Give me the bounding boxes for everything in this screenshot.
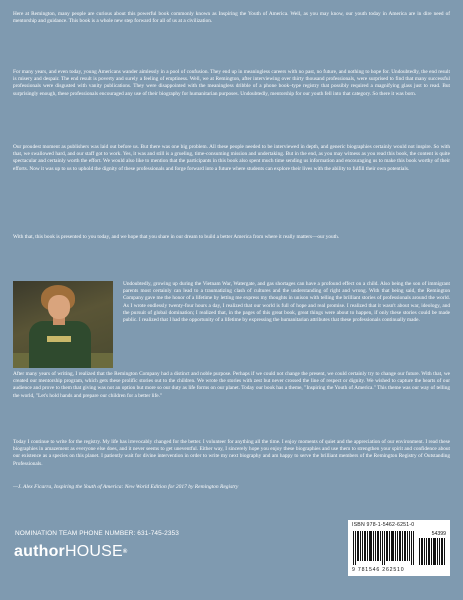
intro-paragraph: Here at Remington, many people are curious about this powerful book commonly known as Inspiring the Youth of America. Well, as you may know, our youth today in America are in dire need of mentorship and guidance. This book is a whole new step forward for all of us at a civilization. <box>13 11 450 25</box>
logo-light-text: HOUSE <box>64 543 123 560</box>
author-credit: —J. Alex Ficarra, Inspiring the Youth of America: New World Edition for 2017 by Remington Registry <box>13 484 239 490</box>
price-barcode <box>419 538 445 565</box>
body-paragraph-6: After many years of writing, I realized that the Remington Company had a distinct and noble purpose. Perhaps if we could not change the present, we could certainly try to change our future. With that, we created our mentorship program, which gets these prolific stories out to the children. We wrote the stories with zest but never crossed the line of respect or dignity. We wished to capture the hearts of our audience and prove to them that giving was not an option but more so our duty as life forms on our planet. Today our book has a theme, "Inspiring the Youth of America." This theme was our way of telling the world, "Let's hold hands and prepare our children for a better life." <box>13 371 450 399</box>
isbn-text: ISBN 978-1-5462-6251-0 <box>352 522 415 528</box>
registered-mark: ® <box>122 549 128 555</box>
author-photo <box>13 281 113 368</box>
body-paragraph-2: For many years, and even today, young Americans wander aimlessly in a pool of confusion. They end up in meaningless careers with no past, no future, and nothing to hope for. Undoubtedly, the end result is misery and despair. The end result is poverty and surely a feeling of emptiness. Well, we at Remington, after interviewing over thirty thousand professionals, were surprised to find that many successful professionals were disgusted with vanity publications. They were disappointed with the meaningless dribble of a phone book–type registry that possibly required a magnifying glass just to read. But surprisingly enough, these professionals encouraged any use of their biography for humanitarian purposes. Undoubtedly, mentorship for our youth fell into that category. So there it was born. <box>13 69 450 97</box>
logo-bold-text: author <box>14 543 65 560</box>
nomination-phone: NOMINATION TEAM PHONE NUMBER: 631-745-2353 <box>15 530 179 537</box>
authorhouse-logo <box>14 543 128 561</box>
body-paragraph-4: With that, this book is presented to you today, and we hope that you share in our dream to build a better America from where it really matters—our youth. <box>13 234 340 240</box>
body-paragraph-7: Today I continue to write for the registry. My life has irrevocably changed for the better. I volunteer for anything all the time. I enjoy moments of quiet and the appreciation of our environment. I read these biographies in amazement as everyone else does, and it never seems to get uneventful. Either way, I sincerely hope you enjoy these biographies and use them to strengthen your spirit and confidence about our existence as a species on this planet. I patiently wait for divine intervention in order to write my next biography and am happy to serve the brilliant members of the Remington Registry of Outstanding Professionals. <box>13 439 450 467</box>
barcode-box <box>348 520 450 576</box>
isbn-barcode <box>353 531 415 565</box>
body-paragraph-3: Our proudest moment as publishers was laid out before us. But there was one big problem. All these people needed to be interviewed in depth, and generic biographies certainly would not inspire. So with that, we swallowed hard, and our staff got to work. Yes, it was and still is a grueling, time-consuming mission and undertaking. But in the end, as you may witness as you read this book, the content is quite spectacular and certainly worth the effort. We would also like to mention that the participants in this book also spent much time sending us information and encouraging us to make this book worthy of their efforts. Now it was up to us to uphold the dignity of these professionals and forge forward into a future where students can explore their lives with the ability to fulfill their own potentials. <box>13 144 450 172</box>
price-code: 54399 <box>431 531 446 537</box>
author-paragraph: Undoubtedly, growing up during the Vietnam War, Watergate, and gas shortages can have a profound effect on a child. Also being the son of immigrant parents most certainly can lead to a traumatizing clash of cultures and the understanding of right and wrong. With that being said, the Remington Company gave me the honor of a lifetime by letting me express my thoughts in unison with telling the brilliant stories of professionals around the world. As I wrote endlessly twenty-four hours a day, I realized that our world is full of hope and real promise. I realized that it wasn't about war, ideology, and the pursuit of global domination; I realized that, in the pages of this great book, great things were about to happen, if only these stories could be made public. I realized that I had the opportunity of a lifetime by expressing the humanitarian attributes that these professionals continually made. <box>123 281 450 324</box>
ean-digits: 9 781546 262510 <box>352 567 405 573</box>
